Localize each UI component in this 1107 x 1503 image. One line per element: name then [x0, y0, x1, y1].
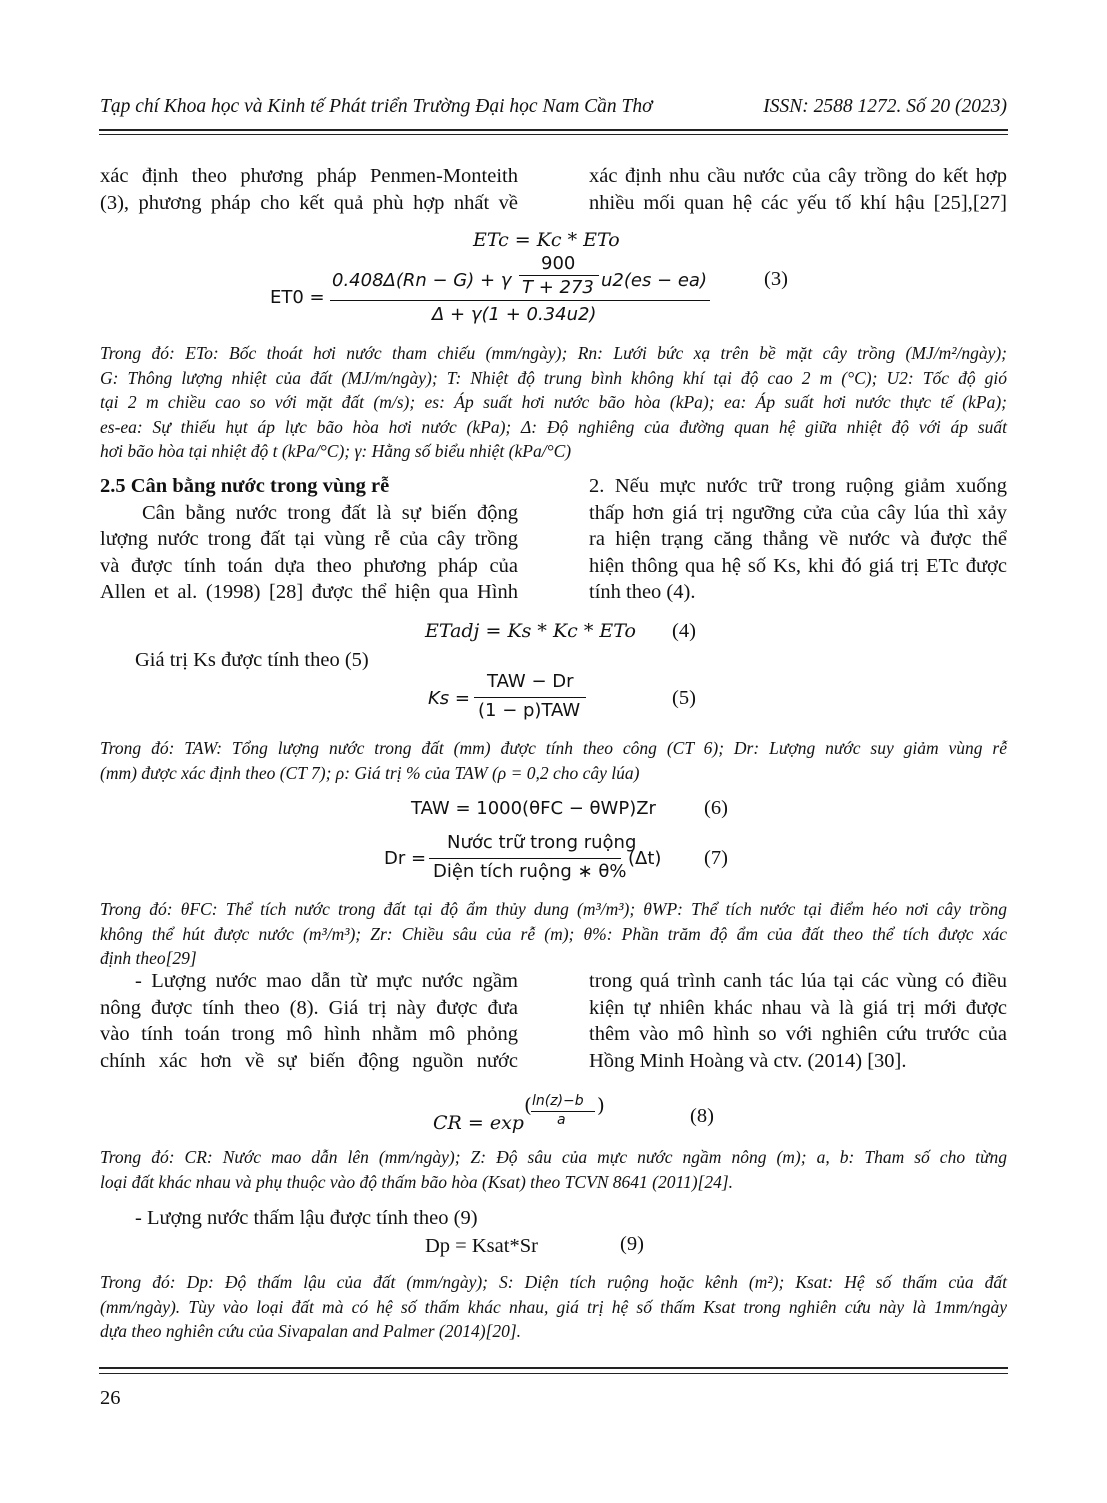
text-line: vào tính toán trong mô hình nhằm mô phỏng — [100, 1023, 518, 1045]
eq5-number: (5) — [672, 687, 696, 709]
text-line: và được tính toán dựa theo phương pháp của — [100, 554, 518, 577]
eq7-number: (7) — [704, 847, 728, 869]
eq5-denominator: (1 − p)TAW — [478, 700, 581, 721]
text-line: hiện thông qua hệ số Ks, khi đó giá trị ETc được — [589, 554, 1007, 577]
note-eq6-7 — [100, 897, 1007, 971]
note-line: Trong đó: TAW: Tổng lượng nước trong đất (mm) được tính theo công (CT 6); Dr: Lượng nước suy giảm vùng rễ — [100, 738, 1007, 758]
eq8-number: (8) — [690, 1105, 714, 1127]
text-line: Allen et al. (1998) [28] được thể hiện qua Hình — [100, 581, 518, 603]
footer-rule-thin — [99, 1373, 1008, 1374]
text-line: - Lượng nước mao dẫn từ mực nước ngầm — [135, 970, 518, 992]
eq7-lhs: Dr = — [384, 848, 427, 869]
page-number: 26 — [100, 1387, 121, 1409]
text-line: Cân bằng nước trong đất là sự biến động — [142, 501, 518, 524]
text-line: trong quá trình canh tác lúa tại các vùng có điều — [589, 970, 1007, 992]
section-2-5 — [100, 473, 518, 606]
capillary-right — [589, 968, 1007, 1074]
text-line: nhiều mối quan hệ các yếu tố khí hậu [25],[27] — [589, 191, 1007, 214]
eq3-inner-fraction-bar — [519, 275, 599, 276]
note-line: es-ea: Sự thiếu hụt áp lực bão hòa hơi nước (kPa); Δ: Độ nghiêng của đường quan hệ giữa nhiệt độ với áp suất — [100, 416, 1007, 437]
intro-left — [100, 163, 518, 216]
note-line: tại 2 m chiều cao so với mặt đất (m/s); es: Áp suất hơi nước bão hòa (kPa); ea: Áp suất hơi nước thực tế (kPa); — [100, 392, 1007, 412]
eq3-denominator: Δ + γ(1 + 0.34u2) — [432, 304, 597, 325]
equation-4: ETadj = Ks * Kc * ETo — [425, 620, 636, 642]
eq5-fraction-bar — [474, 697, 586, 698]
text-line: nông được tính theo (8). Giá trị này được đưa — [100, 996, 518, 1019]
note-line: Trong đó: CR: Nước mao dẫn lên (mm/ngày); Z: Độ sâu của mực nước ngầm nông (m); a, b: Tham số cho từng — [100, 1147, 1007, 1167]
eq8-paren-right: ) — [597, 1093, 605, 1117]
note-line: (mm) được xác định theo (CT 7); ρ: Giá trị % của TAW (ρ = 0,2 cho cây lúa) — [100, 762, 640, 783]
note-eq3 — [100, 341, 1007, 464]
text-line: (3), phương pháp cho kết quả phù hợp nhất về — [100, 191, 518, 214]
seepage-intro: - Lượng nước thấm lậu được tính theo (9) — [135, 1207, 478, 1229]
note-line: (mm/ngày). Tùy vào loại đất mà có hệ số thấm khác nhau, giá trị hệ số thấm Ksat trong nghiên cứu này là 1mm/ngày — [100, 1296, 1007, 1317]
note-line: loại đất khác nhau và phụ thuộc vào độ thấm bão hòa (Ksat) theo TCVN 8641 (2011)[24]. — [100, 1171, 734, 1192]
text-line: xác định nhu cầu nước của cây trồng do kết hợp — [589, 165, 1007, 187]
eq7-denominator: Diện tích ruộng ∗ θ% — [433, 861, 627, 882]
text-line: kiện tự nhiên khác nhau và là giá trị mới được — [589, 996, 1007, 1019]
note-line: định theo[29] — [100, 948, 197, 968]
equation-6: TAW = 1000(θFC − θWP)Zr — [411, 798, 656, 819]
text-line: thêm vào mô hình so với nghiên cứu trước của — [589, 1023, 1007, 1045]
section-heading: 2.5 Cân bằng nước trong vùng rễ — [100, 475, 390, 497]
eq3-numerator-a: 0.408Δ(Rn − G) + γ — [332, 270, 512, 291]
eq8-lhs: CR = exp — [433, 1112, 524, 1134]
eq8-paren-left: ( — [524, 1093, 532, 1117]
text-line: lượng nước trong đất tại vùng rễ của cây trồng — [100, 528, 518, 550]
equation-etc: ETc = Kc * ETo — [473, 229, 620, 251]
text-line: Hồng Minh Hoàng và ctv. (2014) [30]. — [589, 1049, 907, 1072]
eq8-exp-denominator: a — [557, 1112, 566, 1128]
eq5-lhs: Ks = — [428, 688, 470, 709]
note-line: Trong đó: θFC: Thể tích nước trong đất tại độ ẩm thủy dung (m³/m³); θWP: Thể tích nước tại điểm héo nơi cây trồng — [100, 899, 1007, 919]
note-line: Trong đó: ETo: Bốc thoát hơi nước tham chiếu (mm/ngày); Rn: Lưới bức xạ trên bề mặt cây trồng (MJ/m²/ngày); — [100, 343, 1007, 363]
eq7-tail: (Δt) — [628, 848, 662, 869]
eq8-exp-numerator: ln(z)−b — [532, 1093, 584, 1109]
section-2-5-right — [589, 473, 1007, 606]
eq9-number: (9) — [620, 1233, 644, 1255]
text-line: thấp hơn giá trị ngưỡng cửa của cây lúa thì xảy — [589, 501, 1007, 524]
issn-info: ISSN: 2588 1272. Số 20 (2023) — [763, 96, 1007, 117]
eq3-number: (3) — [764, 268, 788, 290]
equation-9: Dp = Ksat*Sr — [425, 1235, 538, 1257]
note-eq9 — [100, 1270, 1007, 1344]
eq6-number: (6) — [704, 797, 728, 819]
eq3-lhs: ET0 = — [270, 287, 325, 308]
eq3-inner-denominator: T + 273 — [522, 277, 594, 298]
footer-rule — [99, 1367, 1008, 1369]
note-eq5 — [100, 736, 1007, 785]
eq3-numerator-b: u2(es − ea) — [601, 270, 707, 291]
intro-right — [589, 163, 1007, 216]
journal-title: Tạp chí Khoa học và Kinh tế Phát triển Trường Đại học Nam Cần Thơ — [100, 96, 653, 117]
eq7-numerator: Nước trữ trong ruộng — [447, 832, 637, 853]
eq7-fraction-bar — [429, 858, 621, 859]
text-line: tính theo (4). — [589, 581, 696, 603]
text-line: 2. Nếu mực nước trữ trong ruộng giảm xuống — [589, 475, 1007, 497]
eq3-fraction-bar — [330, 300, 710, 301]
text-line: ra hiện trạng căng thẳng về nước và được thể — [589, 528, 1007, 550]
text-line: chính xác hơn về sự biến động nguồn nước — [100, 1049, 518, 1072]
eq4-number: (4) — [672, 620, 696, 642]
note-line: Trong đó: Dp: Độ thấm lậu của đất (mm/ngày); S: Diện tích ruộng hoặc kênh (m²); Ksat: Hệ số thấm của đất — [100, 1272, 1007, 1292]
note-eq8 — [100, 1145, 1007, 1194]
note-line: hơi bão hòa tại nhiệt độ t (kPa/°C); γ: Hằng số biểu nhiệt (kPa/°C) — [100, 441, 572, 461]
ks-intro: Giá trị Ks được tính theo (5) — [135, 649, 369, 671]
header-rule-thin — [99, 134, 1008, 135]
note-line: không thể hút được nước (m³/m³); Zr: Chiều sâu của rễ (m); θ%: Phần trăm độ ẩm của đất theo thể tích được xác — [100, 923, 1007, 944]
text-line: xác định theo phương pháp Penmen-Monteith — [100, 165, 518, 187]
header-rule — [99, 129, 1008, 131]
eq5-numerator: TAW − Dr — [487, 671, 574, 692]
note-line: dựa theo nghiên cứu của Sivapalan and Palmer (2014)[20]. — [100, 1321, 522, 1341]
note-line: G: Thông lượng nhiệt của đất (MJ/m/ngày); T: Nhiệt độ trung bình không khí tại độ cao 2 m (°C); U2: Tốc độ gió — [100, 367, 1007, 388]
eq3-inner-numerator: 900 — [541, 253, 576, 274]
capillary-left — [100, 968, 518, 1074]
